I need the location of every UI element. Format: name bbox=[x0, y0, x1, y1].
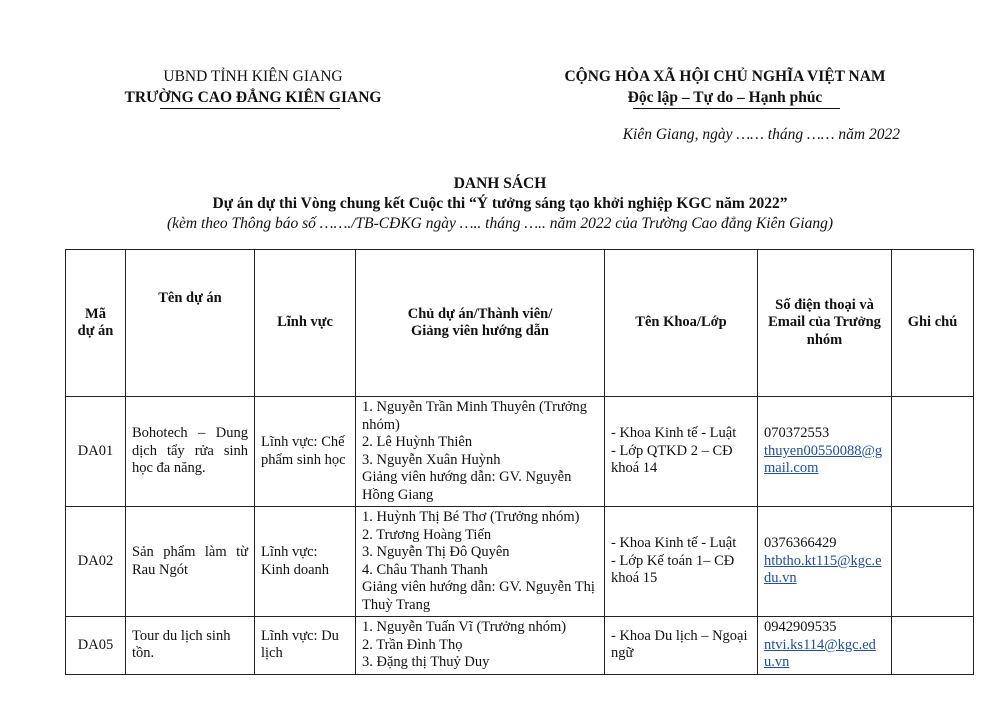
member-line: 2. Trương Hoàng Tiến bbox=[362, 526, 492, 543]
project-name: Sản phẩm làm từ Rau Ngót bbox=[126, 507, 255, 617]
advisor-line: Giảng viên hướng dẫn: GV. Nguyễn Hồng Giang bbox=[362, 469, 572, 503]
project-table bbox=[65, 249, 974, 675]
project-note bbox=[892, 507, 974, 617]
title-line-3: (kèm theo Thông báo số ……./TB-CĐKG ngày ….. tháng ….. năm 2022 của Trường Cao đẳng Kiên Giang) bbox=[166, 215, 833, 232]
header-field: Lĩnh vực bbox=[255, 250, 356, 397]
email-link[interactable]: htbtho.kt115@kgc.edu.vn bbox=[764, 552, 882, 587]
project-members bbox=[356, 397, 605, 507]
project-faculty: - Khoa Kinh tế - Luật - Lớp Kế toán 1– CĐ khoá 15 bbox=[605, 507, 758, 617]
header-code: Mã dự án bbox=[66, 250, 126, 397]
advisor-line: Giảng viên hướng dẫn: GV. Nguyễn Thị Thuỳ Trang bbox=[362, 579, 595, 613]
national-title: CỘNG HÒA XÃ HỘI CHỦ NGHĨA VIỆT NAM bbox=[564, 68, 886, 85]
project-members bbox=[356, 617, 605, 675]
header-name: Tên dự án bbox=[126, 250, 255, 397]
project-field: Lĩnh vực: Du lịch bbox=[255, 617, 356, 675]
project-note bbox=[892, 617, 974, 675]
project-members bbox=[356, 507, 605, 617]
project-name: Tour du lịch sinh tồn. bbox=[126, 617, 255, 675]
project-code: DA05 bbox=[66, 617, 126, 675]
header-right-underline bbox=[633, 108, 840, 109]
province-committee: UBND TỈNH KIÊN GIANG bbox=[163, 68, 343, 85]
national-motto: Độc lập – Tự do – Hạnh phúc bbox=[627, 89, 823, 106]
header-left-underline bbox=[160, 108, 340, 109]
project-faculty: - Khoa Du lịch – Ngoại ngữ bbox=[605, 617, 758, 675]
member-line: 1. Nguyễn Tuấn Vĩ (Trưởng nhóm) bbox=[362, 619, 567, 635]
document-title bbox=[60, 174, 940, 234]
table-header-row bbox=[66, 250, 974, 397]
email-link[interactable]: thuyen00550088@gmail.com bbox=[764, 442, 883, 477]
member-line: 4. Châu Thanh Thanh bbox=[362, 561, 488, 578]
phone-number: 0942909535 bbox=[764, 619, 837, 635]
project-field: Lĩnh vực: Chế phẩm sinh học bbox=[255, 397, 356, 507]
header-members: Chủ dự án/Thành viên/ Giảng viên hướng dẫn bbox=[356, 250, 605, 397]
table-row bbox=[66, 397, 974, 507]
phone-number: 070372553 bbox=[764, 425, 830, 442]
header-left bbox=[108, 66, 398, 108]
project-contact bbox=[758, 397, 892, 507]
table-row bbox=[66, 507, 974, 617]
member-line: 1. Nguyễn Trần Minh Thuyên (Trưởng nhóm) bbox=[362, 399, 587, 433]
project-contact bbox=[758, 507, 892, 617]
header-faculty: Tên Khoa/Lớp bbox=[605, 250, 758, 397]
member-line: 3. Nguyễn Thị Đô Quyên bbox=[362, 544, 510, 560]
email-link[interactable]: ntvi.ks114@kgc.edu.vn bbox=[764, 636, 876, 670]
project-faculty: - Khoa Kinh tế - Luật - Lớp QTKD 2 – CĐ khoá 14 bbox=[605, 397, 758, 507]
header-right bbox=[525, 66, 925, 108]
table-row bbox=[66, 617, 974, 675]
phone-number: 0376366429 bbox=[764, 535, 837, 552]
member-line: 2. Trần Đình Thọ bbox=[362, 636, 463, 653]
date-line: Kiên Giang, ngày …… tháng …… năm 2022 bbox=[622, 126, 900, 143]
title-line-1: DANH SÁCH bbox=[453, 175, 547, 192]
project-code: DA01 bbox=[66, 397, 126, 507]
project-code: DA02 bbox=[66, 507, 126, 617]
member-line: 3. Nguyễn Xuân Huỳnh bbox=[362, 451, 501, 468]
project-note bbox=[892, 397, 974, 507]
header-note: Ghi chú bbox=[892, 250, 974, 397]
title-line-2: Dự án dự thi Vòng chung kết Cuộc thi “Ý tưởng sáng tạo khởi nghiệp KGC năm 2022” bbox=[212, 195, 788, 212]
header-contact: Số điện thoại và Email của Trưởng nhóm bbox=[758, 250, 892, 397]
project-field: Lĩnh vực: Kinh doanh bbox=[255, 507, 356, 617]
member-line: 1. Huỳnh Thị Bé Thơ (Trưởng nhóm) bbox=[362, 509, 580, 525]
member-line: 3. Đặng thị Thuỷ Duy bbox=[362, 654, 490, 670]
college-name: TRƯỜNG CAO ĐẲNG KIÊN GIANG bbox=[124, 89, 382, 106]
project-contact bbox=[758, 617, 892, 675]
project-name: Bohotech – Dung dịch tẩy rửa sinh học đa năng. bbox=[126, 397, 255, 507]
member-line: 2. Lê Huỳnh Thiên bbox=[362, 434, 473, 450]
